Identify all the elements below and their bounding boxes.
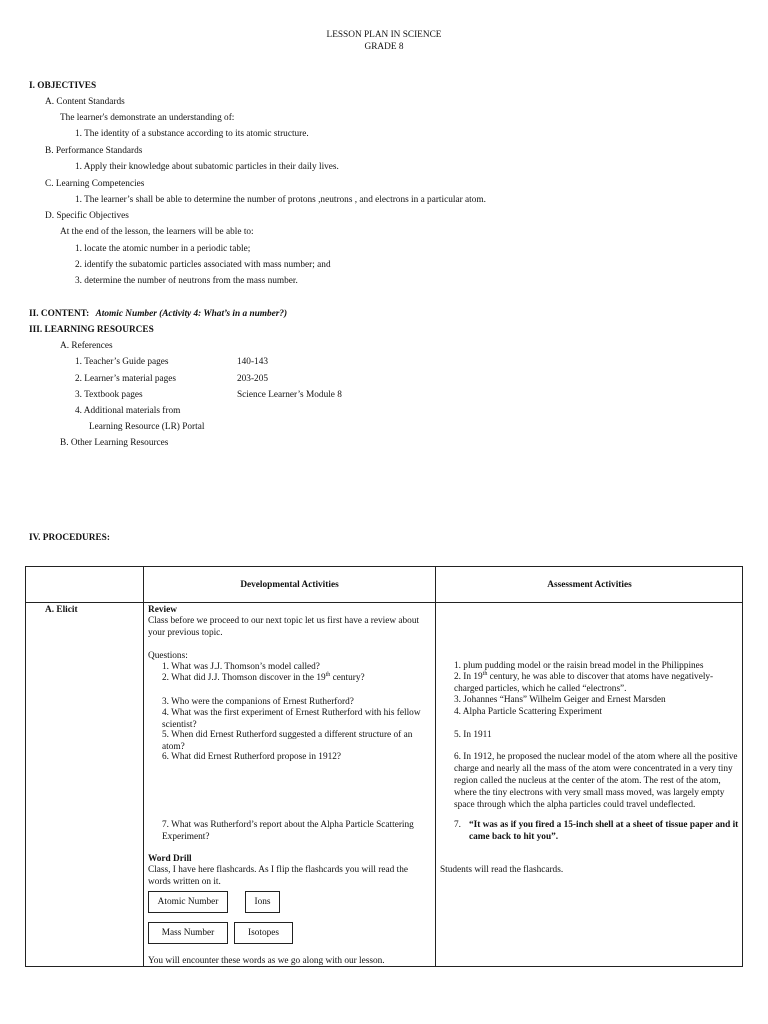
review-question: 5. When did Ernest Rutherford suggested a different structure of an atom?: [162, 730, 413, 752]
review-answer-number: 7.: [454, 820, 461, 830]
performance-standards-label: B. Performance Standards: [45, 146, 143, 156]
developmental-activities-header: Developmental Activities: [240, 580, 339, 590]
content-standards-intro: The learner's demonstrate an understanding of:: [60, 113, 235, 123]
reference-label: 1. Teacher’s Guide pages: [75, 357, 169, 367]
reference-label: 3. Textbook pages: [75, 390, 143, 400]
reference-label: Learning Resource (LR) Portal: [89, 422, 205, 432]
reference-value: 203-205: [237, 374, 268, 384]
review-answer: 4. Alpha Particle Scattering Experiment: [454, 707, 602, 717]
review-answer: 3. Johannes “Hans” Wilhelm Geiger and Ernest Marsden: [454, 695, 666, 705]
word-drill-outro: You will encounter these words as we go along with our lesson.: [148, 956, 385, 966]
questions-label: Questions:: [148, 651, 188, 661]
students-response: Students will read the flashcards.: [440, 865, 564, 875]
objectives-heading: I. OBJECTIVES: [29, 81, 97, 91]
content-label: II. CONTENT:: [29, 309, 90, 319]
procedures-heading: IV. PROCEDURES:: [29, 533, 110, 543]
specific-objective-item: 3. determine the number of neutrons from the mass number.: [75, 276, 298, 286]
header-row-divider: [26, 602, 742, 603]
reference-label: 2. Learner’s material pages: [75, 374, 177, 384]
lesson-plan-title: LESSON PLAN IN SCIENCE: [326, 30, 442, 40]
specific-objective-item: 1. locate the atomic number in a periodic table;: [75, 244, 251, 254]
review-question: 7. What was Rutherford’s report about the Alpha Particle Scattering Experiment?: [162, 820, 414, 842]
review-question: 2. What did J.J. Thomson discover in the 19th century?: [162, 671, 365, 683]
content-row: [29, 308, 287, 320]
procedures-table: [25, 566, 743, 967]
flashcard-ions: Ions: [245, 891, 280, 913]
content-value: Atomic Number (Activity 4: What’s in a number?): [95, 309, 288, 319]
reference-label: 4. Additional materials from: [75, 406, 181, 416]
word-drill-intro: Class, I have here flashcards. As I flip the flashcards you will read the words written on it.: [148, 865, 408, 887]
specific-objectives-label: D. Specific Objectives: [45, 211, 129, 221]
assessment-activities-header: Assessment Activities: [547, 580, 632, 590]
column-divider: [435, 567, 436, 966]
review-answer: 5. In 1911: [454, 730, 492, 740]
flashcard-isotopes: Isotopes: [234, 922, 293, 944]
review-answer: 2. In 19th century, he was able to discover that atoms have negatively-charged particles, which he called “electrons”.: [454, 670, 714, 694]
elicit-label: A. Elicit: [45, 605, 78, 615]
review-question: 4. What was the first experiment of Ernest Rutherford with his fellow scientist?: [162, 708, 421, 730]
review-question: 6. What did Ernest Rutherford propose in 1912?: [162, 752, 342, 762]
review-answer: 1. plum pudding model or the raisin bread model in the Philippines: [454, 661, 704, 671]
flashcard-atomic-number: Atomic Number: [148, 891, 228, 913]
word-drill-title: Word Drill: [148, 854, 192, 864]
review-question: 3. Who were the companions of Ernest Rutherford?: [162, 697, 354, 707]
review-title: Review: [148, 605, 177, 615]
learning-competency-item: 1. The learner’s shall be able to determine the number of protons ,neutrons , and electrons in a particular atom.: [75, 195, 486, 205]
content-standard-item: 1. The identity of a substance according to its atomic structure.: [75, 129, 309, 139]
reference-value: Science Learner’s Module 8: [237, 390, 342, 400]
content-standards-label: A. Content Standards: [45, 97, 125, 107]
review-intro: Class before we proceed to our next topic let us first have a review about your previous topic.: [148, 616, 420, 638]
review-question: 1. What was J.J. Thomson’s model called?: [162, 662, 320, 672]
references-label: A. References: [60, 341, 113, 351]
learning-competencies-label: C. Learning Competencies: [45, 179, 145, 189]
specific-objective-item: 2. identify the subatomic particles associated with mass number; and: [75, 260, 331, 270]
reference-value: 140-143: [237, 357, 268, 367]
review-answer: “It was as if you fired a 15-inch shell at a sheet of tissue paper and it came back to hit you”.: [469, 820, 739, 842]
specific-objectives-intro: At the end of the lesson, the learners will be able to:: [60, 227, 254, 237]
learning-resources-heading: III. LEARNING RESOURCES: [29, 325, 154, 335]
flashcard-mass-number: Mass Number: [148, 922, 228, 944]
column-divider: [143, 567, 144, 966]
other-resources-label: B. Other Learning Resources: [60, 438, 169, 448]
performance-standard-item: 1. Apply their knowledge about subatomic particles in their daily lives.: [75, 162, 339, 172]
review-answer: 6. In 1912, he proposed the nuclear model of the atom where all the positive charge and nearly all the mass of the atom were concentrated in a very tiny region called the nucleus at the center of the atom. The rest of the atom, where the tiny electrons with very small mass moved, was largely empty space through which the alpha particles could travel undeflected.: [454, 752, 738, 810]
grade-label: GRADE 8: [364, 42, 404, 52]
